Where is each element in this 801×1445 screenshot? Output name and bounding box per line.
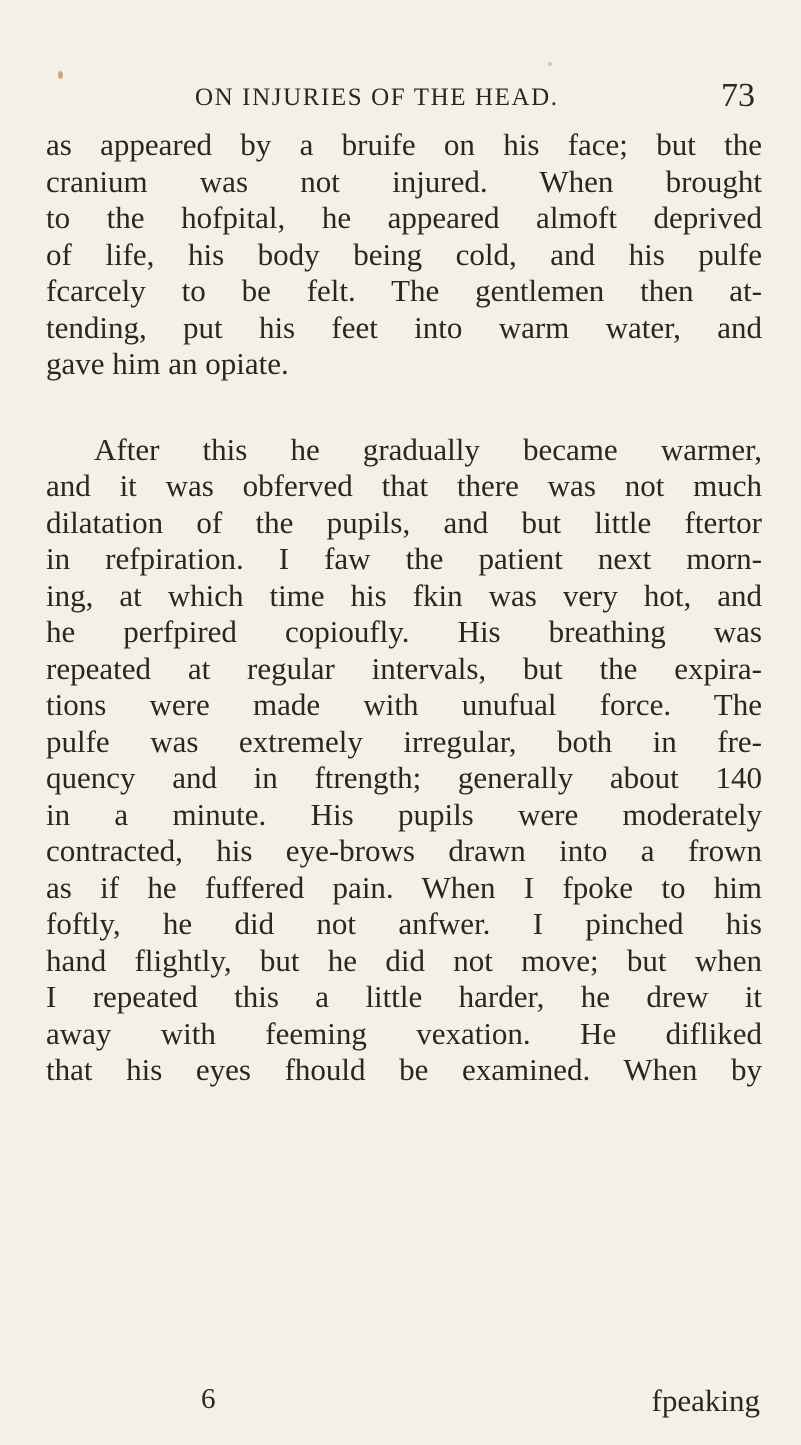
- paragraph-2: [46, 432, 762, 1089]
- signature-mark: 6: [201, 1383, 216, 1415]
- text-line: in refpiration. I faw the patient next morn-: [46, 541, 762, 576]
- text-line: as if he fuffered pain. When I fpoke to him: [46, 869, 762, 905]
- page-number: 73: [721, 77, 755, 114]
- text-line: he perfpired copioufly. His breathing was: [46, 614, 762, 649]
- paper-speck: [58, 71, 63, 79]
- text-line: foftly, he did not anfwer. I pinched his: [46, 906, 762, 941]
- text-line: fcarcely to be felt. The gentlemen then at-: [46, 273, 762, 308]
- text-line: contracted, his eye-brows drawn into a frown: [46, 833, 762, 868]
- paragraph-1: [46, 127, 762, 383]
- text-line: gave him an opiate.: [46, 346, 289, 381]
- body-text: [46, 127, 762, 1089]
- paper-speck: [548, 62, 552, 66]
- text-line: After this he gradually became warmer,: [94, 431, 762, 467]
- text-line: cranium was not injured. When brought: [46, 163, 762, 199]
- text-line: of life, his body being cold, and his pulfe: [46, 236, 762, 272]
- text-line: that his eyes fhould be examined. When by: [46, 1052, 762, 1087]
- text-line: repeated at regular intervals, but the expira-: [46, 650, 762, 686]
- text-line: and it was obferved that there was not much: [46, 468, 762, 503]
- text-line: quency and in ftrength; generally about 140: [46, 760, 762, 795]
- text-line: in a minute. His pupils were moderately: [46, 796, 762, 832]
- paragraph-gap: [46, 383, 762, 432]
- text-line: tions were made with unufual force. The: [46, 687, 762, 722]
- text-line: away with feeming vexation. He difliked: [46, 1015, 762, 1051]
- page-footer: [46, 1383, 762, 1423]
- text-line: as appeared by a bruife on his face; but the: [46, 127, 762, 162]
- page-header: [195, 74, 755, 114]
- catchword: fpeaking: [651, 1383, 760, 1418]
- text-line: ing, at which time his fkin was very hot, and: [46, 577, 762, 613]
- text-line: pulfe was extremely irregular, both in fre-: [46, 723, 762, 759]
- text-line: I repeated this a little harder, he drew it: [46, 979, 762, 1014]
- text-line: tending, put his feet into warm water, and: [46, 309, 762, 345]
- text-line: hand flightly, but he did not move; but when: [46, 942, 762, 978]
- running-head: ON INJURIES OF THE HEAD.: [195, 84, 559, 111]
- text-line: dilatation of the pupils, and but little ftertor: [46, 504, 762, 540]
- text-line: to the hofpital, he appeared almoft deprived: [46, 200, 762, 235]
